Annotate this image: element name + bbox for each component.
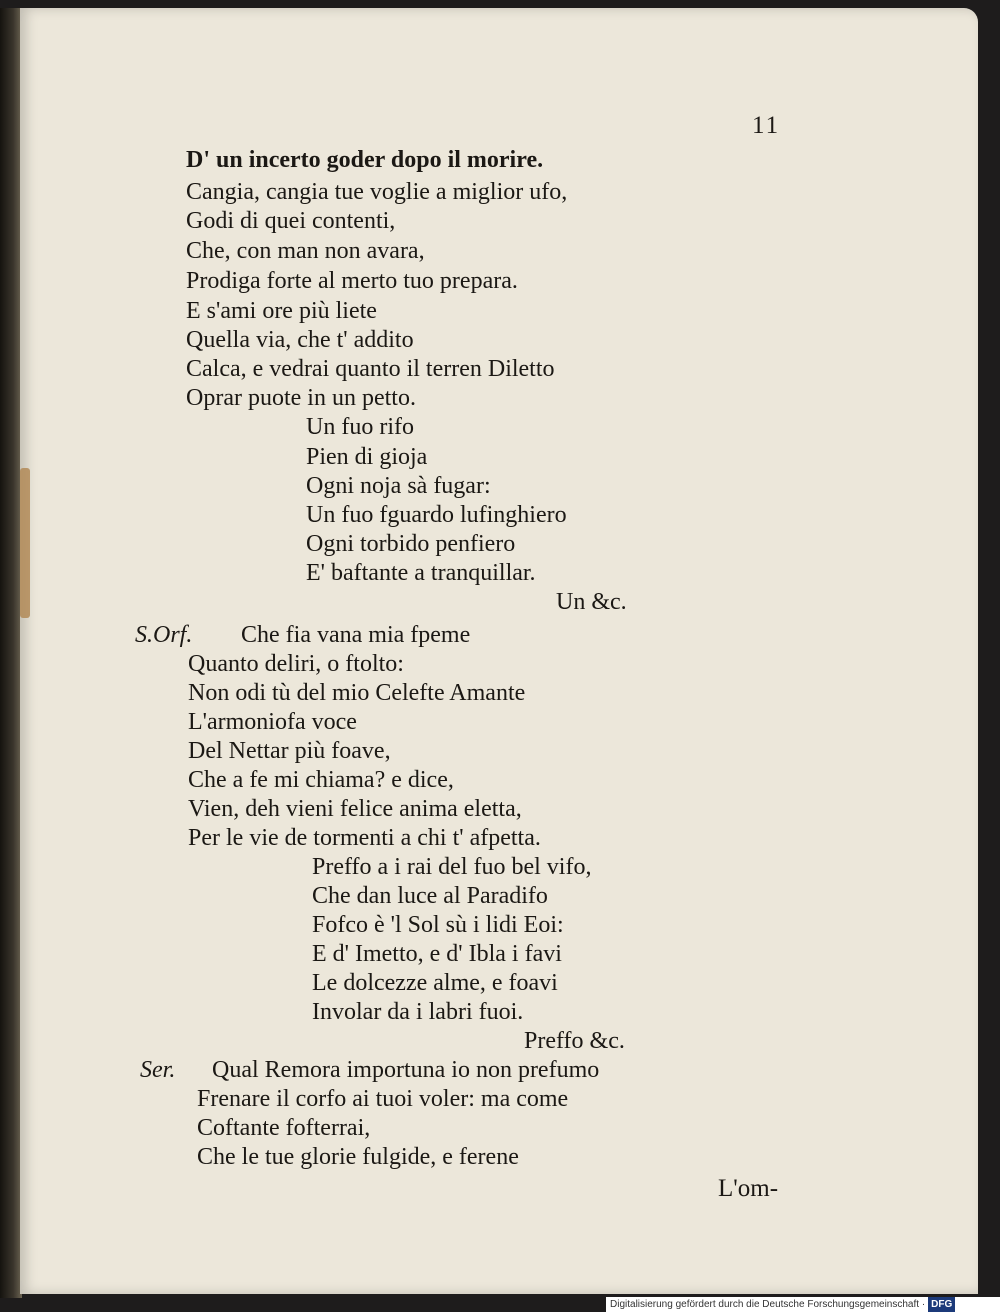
aria-line: Che dan luce al Paradifo xyxy=(312,883,548,909)
footer-text: Digitalisierung gefördert durch die Deutsche Forschungsgemeinschaft · xyxy=(610,1299,926,1310)
digitization-footer xyxy=(606,1297,1000,1312)
aria-line: Pien di gioja xyxy=(306,444,428,470)
verse-line: L'armoniofa voce xyxy=(188,709,357,735)
aria-line: Fofco è 'l Sol sù i lidi Eoi: xyxy=(312,912,564,938)
verse-line: Non odi tù del mio Celefte Amante xyxy=(188,680,526,706)
verse-line: Che fia vana mia fpeme xyxy=(241,622,471,648)
verse-line: Vien, deh vieni felice anima eletta, xyxy=(188,796,522,822)
da-capo-line: Un &c. xyxy=(556,589,627,615)
verse-line: Per le vie de tormenti a chi t' afpetta. xyxy=(188,825,541,851)
speaker-name: S.Orf. xyxy=(135,622,193,648)
aria-line: Un fuo fguardo lufinghiero xyxy=(306,502,567,528)
verse-line: Qual Remora importuna io non prefumo xyxy=(212,1057,600,1083)
page-number: 11 xyxy=(752,112,781,139)
spine-stain xyxy=(20,468,30,618)
aria-line: E' baftante a tranquillar. xyxy=(306,560,536,586)
verse-line: Cangia, cangia tue voglie a miglior ufo, xyxy=(186,179,568,205)
speaker-name: Ser. xyxy=(140,1057,176,1083)
dfg-logo: DFG xyxy=(928,1297,955,1312)
da-capo-line: Preffo &c. xyxy=(524,1028,625,1054)
verse-line: Calca, e vedrai quanto il terren Diletto xyxy=(186,356,555,382)
aria-line: Ogni torbido penfiero xyxy=(306,531,516,557)
verse-line: Quella via, che t' addito xyxy=(186,327,414,353)
verse-line: Coftante fofterrai, xyxy=(197,1115,371,1141)
aria-line: Involar da i labri fuoi. xyxy=(312,999,524,1025)
aria-line: Le dolcezze alme, e foavi xyxy=(312,970,558,996)
verse-line: Quanto deliri, o ftolto: xyxy=(188,651,404,677)
aria-line: Ogni noja sà fugar: xyxy=(306,473,491,499)
aria-line: Un fuo rifo xyxy=(306,414,414,440)
verse-line: D' un incerto goder dopo il morire. xyxy=(186,147,544,173)
verse-line: Che a fe mi chiama? e dice, xyxy=(188,767,454,793)
verse-line: Godi di quei contenti, xyxy=(186,208,396,234)
verse-line: Prodiga forte al merto tuo prepara. xyxy=(186,268,518,294)
verse-line: Frenare il corfo ai tuoi voler: ma come xyxy=(197,1086,569,1112)
aria-line: Preffo a i rai del fuo bel vifo, xyxy=(312,854,592,880)
aria-line: E d' Imetto, e d' Ibla i favi xyxy=(312,941,562,967)
catchword: L'om- xyxy=(718,1175,779,1202)
verse-line: Oprar puote in un petto. xyxy=(186,385,416,411)
verse-line: Del Nettar più foave, xyxy=(188,738,391,764)
book-binding xyxy=(0,8,22,1298)
verse-line: Che, con man non avara, xyxy=(186,238,425,264)
verse-line: Che le tue glorie fulgide, e ferene xyxy=(197,1144,519,1170)
verse-line: E s'ami ore più liete xyxy=(186,298,377,324)
